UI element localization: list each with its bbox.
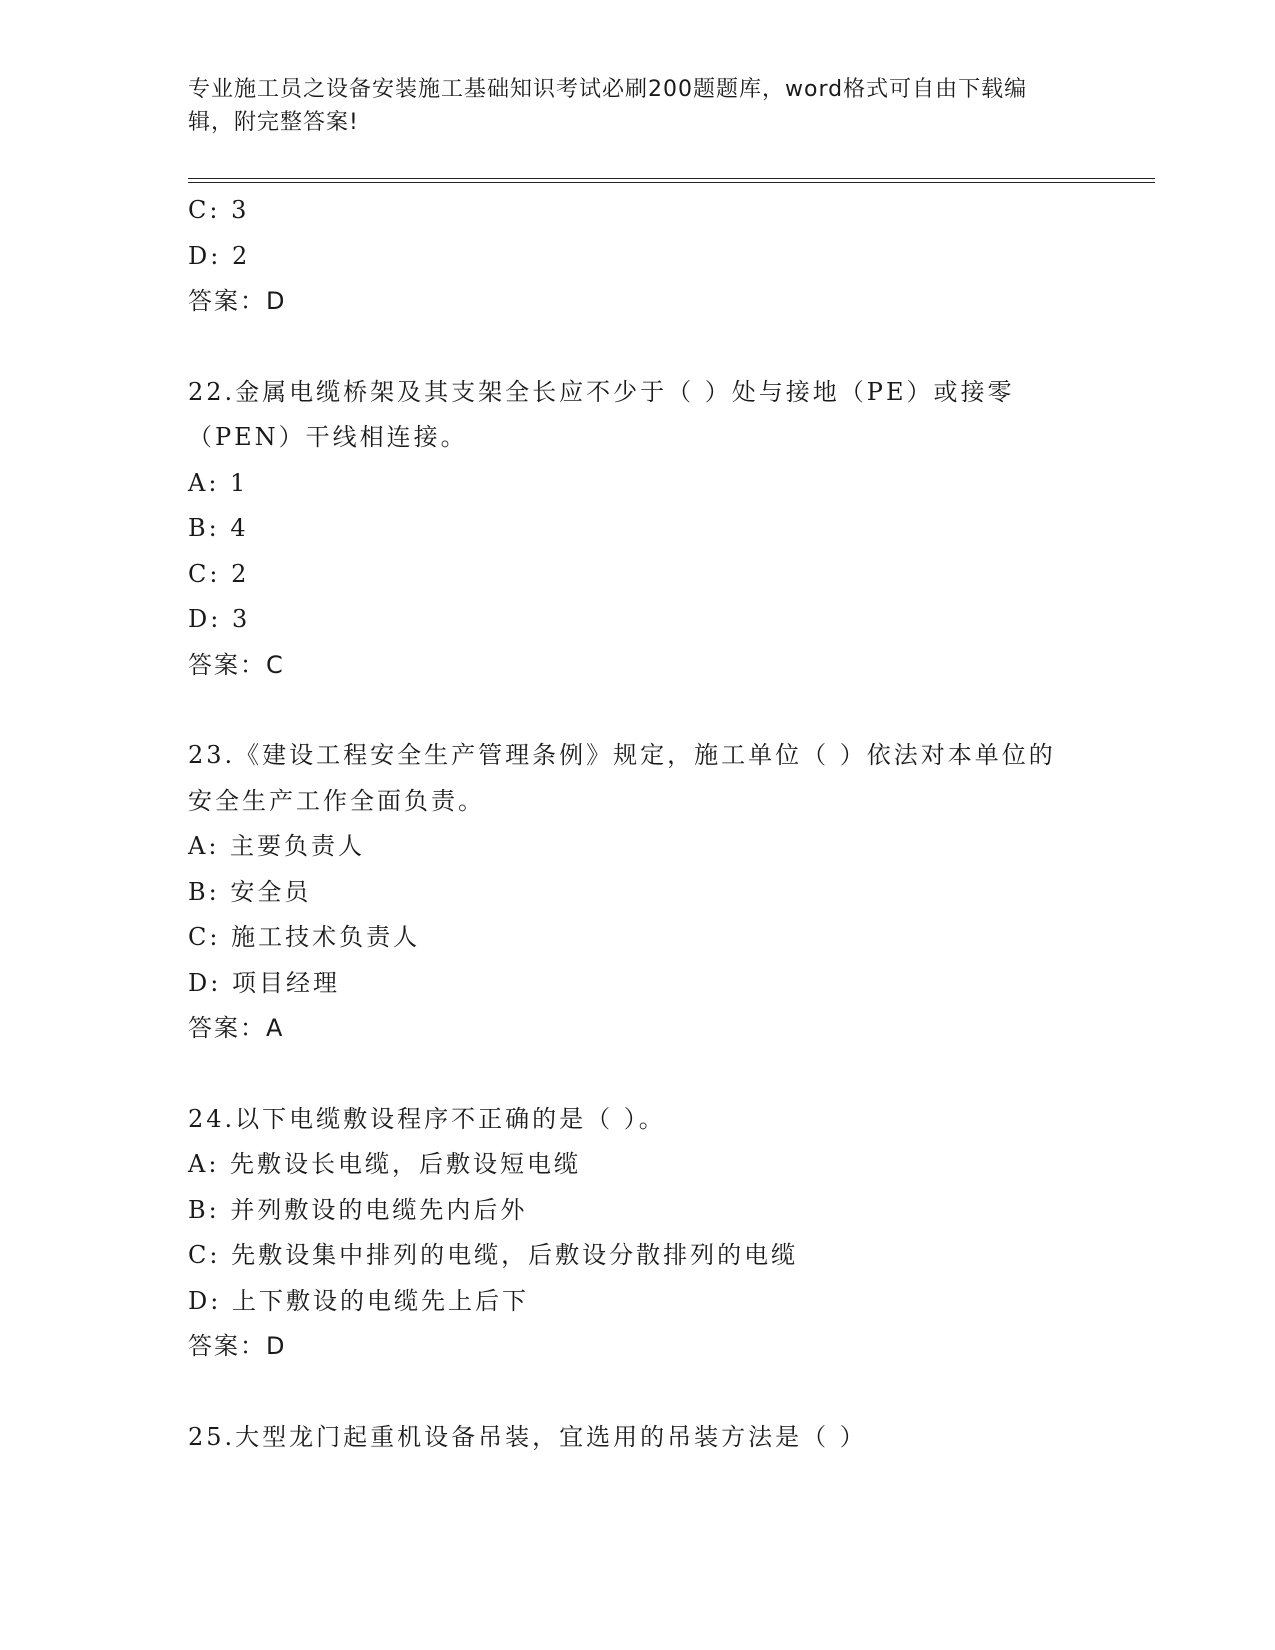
option-a: A: 先敷设长电缆，后敷设短电缆 [188, 1150, 582, 1178]
option-c: C: 先敷设集中排列的电缆，后敷设分散排列的电缆 [188, 1241, 799, 1269]
option-d: D: 上下敷设的电缆先上后下 [188, 1286, 529, 1315]
option-b: B: 安全员 [188, 877, 312, 906]
question-text: 23.《建设工程安全生产管理条例》规定，施工单位（ ）依法对本单位的安全生产工作全面负责。 [188, 741, 1056, 815]
answer-line: 答案：C [188, 650, 285, 679]
page-header [188, 73, 1068, 139]
question-23 [188, 733, 1068, 1052]
option-a: A: 主要负责人 [188, 832, 366, 860]
question-content [188, 188, 1068, 1460]
option-d: D: 3 [188, 605, 251, 633]
question-25 [188, 1415, 1068, 1461]
header-divider [188, 178, 1155, 183]
option-c: C: 2 [188, 559, 250, 588]
answer-line: 答案：D [188, 287, 287, 315]
document-title: 专业施工员之设备安装施工基础知识考试必刷200题题库，word格式可自由下载编辑，附完整答案! [188, 77, 1028, 135]
question-text: 24.以下电缆敷设程序不正确的是（ ）。 [188, 1104, 666, 1133]
option-d: D: 2 [188, 241, 251, 270]
option-b: B: 4 [188, 514, 249, 542]
question-text: 22.金属电缆桥架及其支架全长应不少于（ ）处与接地（PE）或接零（PEN）干线相连接。 [188, 377, 1015, 451]
answer-line: 答案：D [188, 1332, 287, 1360]
question-24 [188, 1097, 1068, 1370]
option-c: C: 施工技术负责人 [188, 923, 421, 951]
option-c: C: 3 [188, 196, 250, 224]
question-text: 25.大型龙门起重机设备吊装，宜选用的吊装方法是（ ） [188, 1422, 867, 1451]
option-b: B: 并列敷设的电缆先内后外 [188, 1195, 528, 1224]
option-a: A: 1 [188, 468, 249, 497]
previous-question-tail [188, 188, 1068, 325]
option-d: D: 项目经理 [188, 968, 340, 997]
answer-line: 答案：A [188, 1014, 285, 1042]
question-22 [188, 370, 1068, 689]
